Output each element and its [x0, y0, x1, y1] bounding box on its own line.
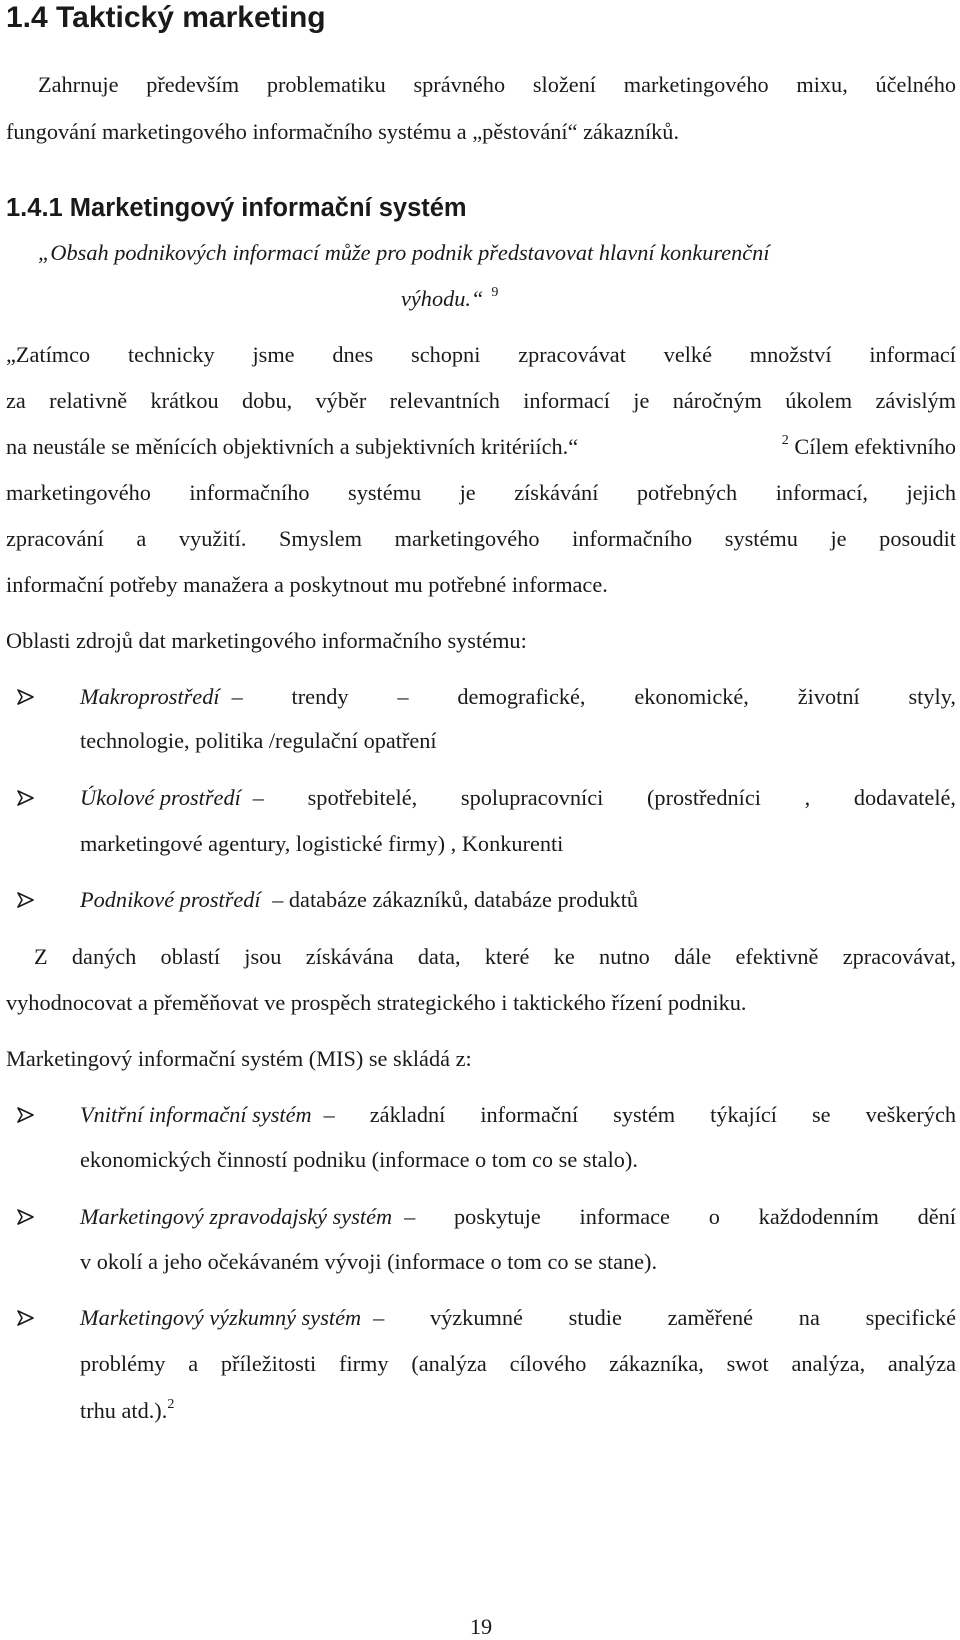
- paragraph-line-6: informační potřeby manažera a poskytnout mu potřebné informace.: [6, 572, 608, 597]
- paragraph-line-1: „Zatímco technicky jsme dnes schopni zpracovávat velké množství informací: [6, 342, 956, 367]
- quote-text: výhodu.“: [401, 286, 484, 311]
- list-item-line-2: technologie, politika /regulační opatření: [80, 728, 437, 753]
- list-item-text: – spotřebitelé, spolupracovníci (prostředníci , dodavatelé,: [252, 785, 956, 810]
- arrowhead-bullet-icon: [16, 682, 38, 712]
- list-item-line-1: [80, 1100, 956, 1130]
- list-item-line-1: [80, 1303, 956, 1333]
- arrowhead-bullet-icon: [16, 1202, 38, 1232]
- list-item-line-1: [80, 783, 956, 813]
- paragraph-line-3-tail: Cílem efektivního: [788, 434, 956, 459]
- list-item-line-3: [80, 1396, 174, 1426]
- footnote-ref: 9: [491, 285, 499, 300]
- list-item-text: trhu atd.).: [80, 1398, 168, 1423]
- quote-line-1: „Obsah podnikových informací může pro podnik představovat hlavní konkurenční: [38, 240, 770, 265]
- list-item-term: Marketingový zpravodajský systém: [80, 1204, 393, 1229]
- list-item-text: – poskytuje informace o každodenním dění: [404, 1204, 956, 1229]
- footnote-ref: 2: [167, 1397, 175, 1412]
- list-item-text: – výzkumné studie zaměřené na specifické: [373, 1305, 956, 1330]
- list-item-line-2: v okolí a jeho očekávaném vývoji (informace o tom co se stane).: [80, 1249, 658, 1274]
- paragraph-line-2: za relativně krátkou dobu, výběr relevantních informací je náročným úkolem závislým: [6, 388, 956, 413]
- arrowhead-bullet-icon: [16, 783, 38, 813]
- arrowhead-bullet-icon: [16, 885, 38, 915]
- list-item-term: Marketingový výzkumný systém: [80, 1305, 362, 1330]
- list-item-line-1: [80, 885, 638, 915]
- document-page: [6, 0, 956, 1640]
- list-item-term: Podnikové prostředí: [80, 887, 261, 912]
- list-item-line-1: [80, 682, 956, 712]
- paragraph2-line-1: Z daných oblastí jsou získávána data, které ke nutno dále efektivně zpracovávat,: [34, 944, 956, 969]
- paragraph-line-3-part-b: [782, 432, 956, 462]
- paragraph-line-3-part-a: na neustále se měnících objektivních a subjektivních kritériích.“: [6, 434, 579, 459]
- list-item-line-1: [80, 1202, 956, 1232]
- page-number: 19: [469, 1614, 493, 1639]
- list-item-line-2: ekonomických činností podniku (informace o tom co se stalo).: [80, 1147, 638, 1172]
- paragraph-line-4: marketingového informačního systému je získávání potřebných informací, jejich: [6, 480, 956, 505]
- list-item-line-2: marketingové agentury, logistické firmy) , Konkurenti: [80, 831, 564, 856]
- list-item-line-2: problémy a příležitosti firmy (analýza cílového zákazníka, swot analýza, analýza: [80, 1351, 956, 1376]
- list-item-term: Makroprostředí: [80, 684, 220, 709]
- arrowhead-bullet-icon: [16, 1100, 38, 1130]
- list-item-term: Vnitřní informační systém: [80, 1102, 312, 1127]
- subsection-heading: 1.4.1 Marketingový informační systém: [6, 194, 467, 222]
- quote-line-2: [401, 284, 498, 314]
- mis-intro: Marketingový informační systém (MIS) se skládá z:: [6, 1046, 472, 1071]
- intro-line-2: fungování marketingového informačního systému a „pěstování“ zákazníků.: [6, 119, 680, 144]
- list-item-text: – základní informační systém týkající se veškerých: [323, 1102, 956, 1127]
- intro-line-1: Zahrnuje především problematiku správného složení marketingového mixu, účelného: [38, 72, 956, 97]
- paragraph2-line-2: vyhodnocovat a přeměňovat ve prospěch strategického i taktického řízení podniku.: [6, 990, 747, 1015]
- list-item-text: – databáze zákazníků, databáze produktů: [272, 887, 639, 912]
- footnote-ref: 2: [781, 433, 789, 448]
- section-heading: 1.4 Taktický marketing: [6, 1, 326, 34]
- paragraph-line-3: [6, 432, 956, 462]
- list-item-term: Úkolové prostředí: [80, 785, 241, 810]
- list-item-text: – trendy – demografické, ekonomické, životní styly,: [231, 684, 956, 709]
- paragraph-line-5: zpracování a využití. Smyslem marketingového informačního systému je posoudit: [6, 526, 956, 551]
- sources-intro: Oblasti zdrojů dat marketingového informačního systému:: [6, 628, 527, 653]
- arrowhead-bullet-icon: [16, 1303, 38, 1333]
